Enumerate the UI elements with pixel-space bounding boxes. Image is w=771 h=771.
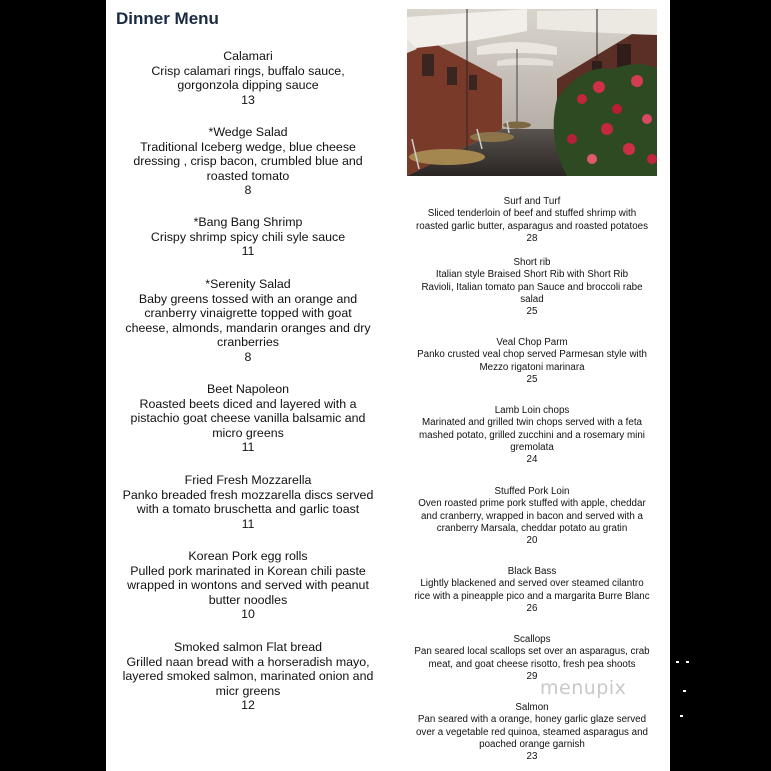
edge-mark xyxy=(680,715,683,717)
menu-item-name: Beet Napoleon xyxy=(207,382,289,396)
menu-item xyxy=(112,549,384,622)
menu-item-name: Salmon xyxy=(515,702,549,713)
menu-item-description-line: Italian style Braised Short Rib with Short Rib xyxy=(435,269,629,281)
menu-item xyxy=(112,640,384,713)
menu-item-price: 12 xyxy=(241,698,255,712)
menu-item xyxy=(402,702,662,763)
menu-item-description-line: Ravioli, Italian tomato pan Sauce and broccoli rabe xyxy=(421,281,643,293)
menu-item-name: Scallops xyxy=(513,634,551,645)
menu-item-name: Calamari xyxy=(223,49,273,63)
menu-item-name: Stuffed Pork Loin xyxy=(494,486,570,497)
menu-item-price: 20 xyxy=(526,535,538,547)
menu-item-name: *Wedge Salad xyxy=(208,125,288,139)
menu-item xyxy=(112,382,384,455)
menu-item-description-line: micr greens xyxy=(215,683,281,698)
menu-item-name: *Bang Bang Shrimp xyxy=(193,215,303,229)
menu-item xyxy=(402,196,662,245)
menu-item-description-line: poached orange garnish xyxy=(479,738,585,750)
menu-item-description-line: roasted tomato xyxy=(206,168,290,183)
menu-item-price: 13 xyxy=(241,92,255,107)
menu-item-price: 26 xyxy=(526,602,538,614)
menu-item-description-line: wrapped in wontons and served with peanut xyxy=(127,578,369,592)
menu-item-price: 11 xyxy=(241,516,255,531)
menu-item-description-line: meat, and goat cheese risotto, fresh pea shoots xyxy=(428,658,636,670)
menu-item-name: Smoked salmon Flat bread xyxy=(173,640,323,654)
watermark-text: menupix xyxy=(540,677,627,699)
menu-item xyxy=(112,473,384,531)
menu-item-description-line: roasted garlic butter, asparagus and roasted potatoes xyxy=(415,220,648,232)
menu-item-description-line: Marinated and grilled twin chops served with a feta xyxy=(421,417,642,429)
menu-item-description-line: Pulled pork marinated in Korean chili paste xyxy=(130,563,366,578)
menu-item-name: Korean Pork egg rolls xyxy=(188,549,308,563)
menu-item-price: 11 xyxy=(241,440,255,454)
menu-item-price: 10 xyxy=(241,607,255,621)
menu-item-description-line: cranberry vinaigrette topped with goat xyxy=(144,306,352,320)
menu-item xyxy=(402,634,662,683)
menu-item-price: 25 xyxy=(526,306,538,318)
menu-item-description-line: Pan seared with a orange, honey garlic glaze served xyxy=(417,714,647,726)
menu-item-name: Black Bass xyxy=(507,566,557,577)
menu-item xyxy=(402,566,662,615)
menu-item-description-line: over a vegetable red quinoa, steamed asparagus and xyxy=(415,726,649,738)
menu-item-description-line: layered smoked salmon, marinated onion and xyxy=(122,669,374,683)
menu-item xyxy=(112,277,384,364)
menu-item-name: Fried Fresh Mozzarella xyxy=(184,473,312,487)
menu-item-description-line: dressing , crisp bacon, crumbled blue and xyxy=(133,154,363,168)
menu-item-description-line: cranberries xyxy=(217,335,279,349)
menu-item-description-line: Pan seared local scallops set over an asparagus, crab xyxy=(414,646,650,658)
restaurant-patio-photo xyxy=(407,9,657,176)
menu-item-description-line: Baby greens tossed with an orange and xyxy=(138,291,358,306)
page-title: Dinner Menu xyxy=(116,9,219,28)
menu-item-description-line: Mezzo rigatoni marinara xyxy=(479,361,585,373)
menu-item-description-line: salad xyxy=(520,293,544,305)
menu-item xyxy=(402,486,662,547)
menu-item xyxy=(112,125,384,198)
menu-item-description-line: micro greens xyxy=(212,425,284,440)
menu-item-description-line: gremolata xyxy=(510,441,554,453)
menu-item-description-line: Panko crusted veal chop served Parmesan style with xyxy=(417,349,647,361)
menu-item-price: 28 xyxy=(526,232,538,244)
menu-item-description-line: cranberry Marsala, cheddar potato au gratin xyxy=(436,522,628,534)
menu-item-price: 8 xyxy=(244,349,252,364)
menu-item xyxy=(402,405,662,466)
menu-item-description-line: Oven roasted prime pork stuffed with apple, cheddar xyxy=(418,498,646,510)
menu-item-description-line: Sliced tenderloin of beef and stuffed shrimp with xyxy=(427,208,637,220)
menu-item-price: 23 xyxy=(526,751,538,763)
edge-mark xyxy=(686,661,689,663)
menu-item-description-line: and cranberry, wrapped in bacon and served with a xyxy=(420,510,643,522)
menu-item-price: 11 xyxy=(241,244,255,258)
menu-item-description-line: butter noodles xyxy=(208,592,288,607)
edge-mark xyxy=(676,661,679,663)
menu-item-price: 24 xyxy=(526,454,538,466)
menu-item xyxy=(112,215,384,259)
menu-item xyxy=(402,337,662,386)
menu-item-description-line: Lightly blackened and served over steamed cilantro xyxy=(420,578,644,590)
menu-item-name: Short rib xyxy=(513,257,551,268)
edge-mark xyxy=(683,690,686,692)
menu-item-name: Surf and Turf xyxy=(503,196,561,207)
menu-page xyxy=(106,0,670,771)
appetizers-column xyxy=(106,0,390,771)
menu-item-description-line: with a tomato bruschetta and garlic toast xyxy=(136,502,360,516)
menu-item-description-line: Roasted beets diced and layered with a xyxy=(139,396,357,411)
menu-item-description-line: mashed potato, grilled zucchini and a rosemary mini xyxy=(419,429,645,441)
menu-item-description-line: cheese, almonds, mandarin oranges and dry xyxy=(125,320,371,335)
menu-item-description-line: Crisp calamari rings, buffalo sauce, xyxy=(151,63,345,78)
menu-item-price: 8 xyxy=(244,183,252,197)
menu-item-price: 25 xyxy=(526,373,538,385)
menu-item-name: Lamb Loin chops xyxy=(494,405,570,416)
menu-item-name: *Serenity Salad xyxy=(205,277,291,291)
menu-item-description-line: Panko breaded fresh mozzarella discs served xyxy=(122,487,374,502)
menu-item-description-line: Traditional Iceberg wedge, blue cheese xyxy=(140,139,356,154)
menu-item xyxy=(402,257,662,318)
menu-item-description-line: Crispy shrimp spicy chili syle sauce xyxy=(150,229,346,244)
menu-item-price: 29 xyxy=(526,670,538,682)
menu-item-description-line: rice with a pineapple pico and a margarita Burre Blanc xyxy=(414,590,650,602)
menu-item xyxy=(112,49,384,107)
menu-item-name: Veal Chop Parm xyxy=(496,337,568,348)
menu-item-description-line: Grilled naan bread with a horseradish mayo, xyxy=(126,654,370,669)
menu-item-description-line: pistachio goat cheese vanilla balsamic and xyxy=(130,411,366,425)
menu-item-description-line: gorgonzola dipping sauce xyxy=(177,78,319,92)
